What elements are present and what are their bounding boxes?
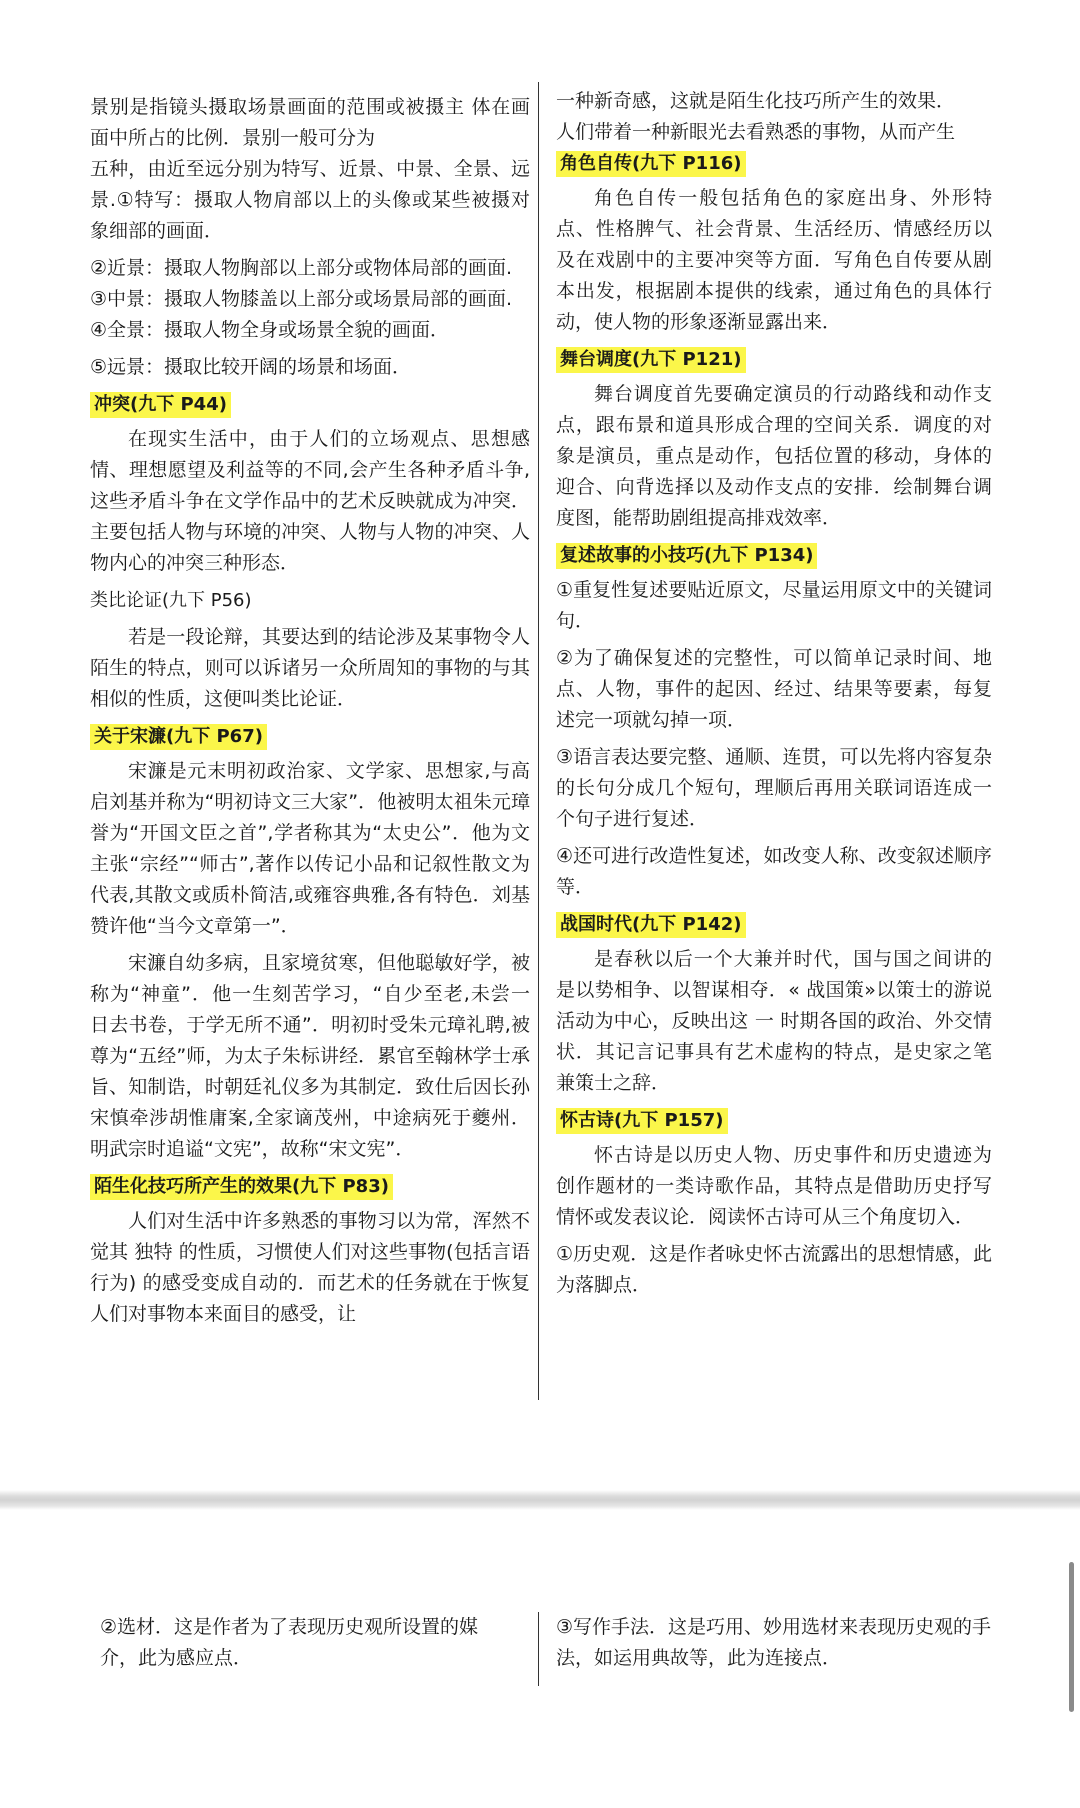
moshenghua-paragraph: 人们对生活中许多熟悉的事物习以为常，浑然不觉其 独特 的性质，习惯使人们对这些事物(包括言语行为) 的感受变成自动的．而艺术的任务就在于恢复人们对事物本来面目的感受，让 — [90, 1210, 530, 1325]
huaigu-paragraph: 怀古诗是以历史人物、历史事件和历史遗迹为创作题材的一类诗歌作品，其特点是借助历史抒写情怀或发表议论．阅读怀古诗可从三个角度切入． — [556, 1144, 992, 1228]
juese-paragraph: 角色自传一般包括角色的家庭出身、外形特点、性格脾气、社会背景、生活经历、情感经历以及在戏剧中的主要冲突等方面．写角色自传要从剧本出发，根据剧本提供的线索，通过角色的具体行动，使人物的形象逐渐显露出来． — [556, 187, 992, 333]
section-heading-leibi: 类比论证(九下 P56) — [90, 590, 252, 611]
section-heading-juese: 角色自传(九下 P116) — [556, 151, 746, 177]
right-column — [556, 86, 992, 1307]
section-heading-wutai: 舞台调度(九下 P121) — [556, 347, 746, 373]
jingbie-paragraph: 景别是指镜头摄取场景画面的范围或被摄主 体在画面中所占的比例．景别一般可分为 — [90, 96, 530, 149]
column-divider — [538, 82, 539, 1400]
fushu-item: ④还可进行改造性复述，如改变人称、改变叙述顺序等． — [556, 845, 992, 898]
fushu-item: ②为了确保复述的完整性，可以简单记录时间、地点、人物，事件的起因、经过、结果等要素，每复述完一项就勾掉一项． — [556, 647, 992, 731]
huaigu-item: ①历史观．这是作者咏史怀古流露出的思想情感，此为落脚点． — [556, 1243, 992, 1296]
section-heading-huaigu: 怀古诗(九下 P157) — [556, 1108, 728, 1134]
jingbie-item: ②近景：摄取人物胸部以上部分或物体局部的画面. — [90, 257, 513, 279]
section-heading-chongtu: 冲突(九下 P44) — [90, 392, 231, 418]
chongtu-paragraph: 在现实生活中，由于人们的立场观点、思想感情、理想愿望及利益等的不同,会产生各种矛盾斗争,这些矛盾斗争在文学作品中的艺术反映就成为冲突．主要包括人物与环境的冲突、人物与人物的冲突、人物内心的冲突三种形态． — [90, 428, 530, 574]
jingbie-item: ⑤远景：摄取比较开阔的场景和场面． — [90, 356, 412, 378]
songlian-paragraph: 宋濂是元末明初政治家、文学家、思想家,与高启刘基并称为“明初诗文三大家”．他被明太祖朱元璋誉为“开国文臣之首”,学者称其为“太史公”．他为文主张“宗经”“师古”,著作以传记小品和记叙性散文为代表,其散文或质朴简洁,或雍容典雅,各有特色．刘基赞许他“当今文章第一”． — [90, 760, 530, 937]
page2-left-text: ②选材．这是作者为了表现历史观所设置的媒 介，此为感应点． — [100, 1616, 479, 1669]
section-heading-fushu: 复述故事的小技巧(九下 P134) — [556, 543, 817, 569]
vertical-scrollbar[interactable] — [1069, 1562, 1074, 1712]
jingbie-item: ③中景：摄取人物膝盖以上部分或场景局部的画面. — [90, 288, 513, 310]
moshenghua-continued: 一种新奇感，这就是陌生化技巧所产生的效果． — [556, 90, 956, 112]
jingbie-item: ④全景：摄取人物全身或场景全貌的画面． — [90, 319, 450, 341]
zhanguo-paragraph: 是春秋以后一个大兼并时代，国与国之间讲的是以势相争、以智谋相夺．« 战国策»以策士的游说活动为中心，反映出这 一 时期各国的政治、外交情状．其记言记事具有艺术虚构的特点，是史家之笔兼策士之辞． — [556, 948, 992, 1094]
leibi-paragraph: 若是一段论辩，其要达到的结论涉及某事物令人陌生的特点，则可以诉诸另一众所周知的事物的与其相似的性质，这便叫类比论证． — [90, 626, 530, 710]
left-column — [90, 92, 530, 1336]
section-heading-moshenghua: 陌生化技巧所产生的效果(九下 P83) — [90, 1174, 393, 1200]
section-heading-zhanguo: 战国时代(九下 P142) — [556, 912, 746, 938]
column-divider — [538, 1612, 539, 1686]
wutai-paragraph: 舞台调度首先要确定演员的行动路线和动作支点，跟布景和道具形成合理的空间关系．调度的对象是演员，重点是动作，包括位置的移动，身体的迎合、向背选择以及动作支点的安排．绘制舞台调度图，能帮助剧组提高排戏效率． — [556, 383, 992, 529]
section-heading-songlian: 关于宋濂(九下 P67) — [90, 724, 267, 750]
page-separator — [0, 1490, 1080, 1510]
page2-right-text: ③写作手法．这是巧用、妙用选材来表现历史观的手法，如运用典故等，此为连接点． — [556, 1616, 992, 1669]
songlian-paragraph: 宋濂自幼多病，且家境贫寒，但他聪敏好学，被称为“神童”．他一生刻苦学习，“自少至老,未尝一 日去书卷，于学无所不通”．明初时受朱元璋礼聘,被尊为“五经”师，为太子朱标讲经．累官至翰林学士承旨、知制诰，时朝廷礼仪多为其制定．致仕后因长孙宋慎牵涉胡惟庸案,全家谪茂州，中途病死于夔州．明武宗时追谥“文宪”，故称“宋文宪”． — [90, 952, 530, 1160]
moshenghua-continued: 人们带着一种新眼光去看熟悉的事物，从而产生 — [556, 121, 956, 143]
jingbie-paragraph: 五种，由近至远分别为特写、近景、中景、全景、远景.①特写：摄取人物肩部以上的头像或某些被摄对 象细部的画面． — [90, 158, 530, 242]
fushu-item: ①重复性复述要贴近原文，尽量运用原文中的关键词句． — [556, 579, 992, 632]
fushu-item: ③语言表达要完整、通顺、连贯，可以先将内容复杂的长句分成几个短句，理顺后再用关联词语连成一个句子进行复述． — [556, 746, 992, 830]
